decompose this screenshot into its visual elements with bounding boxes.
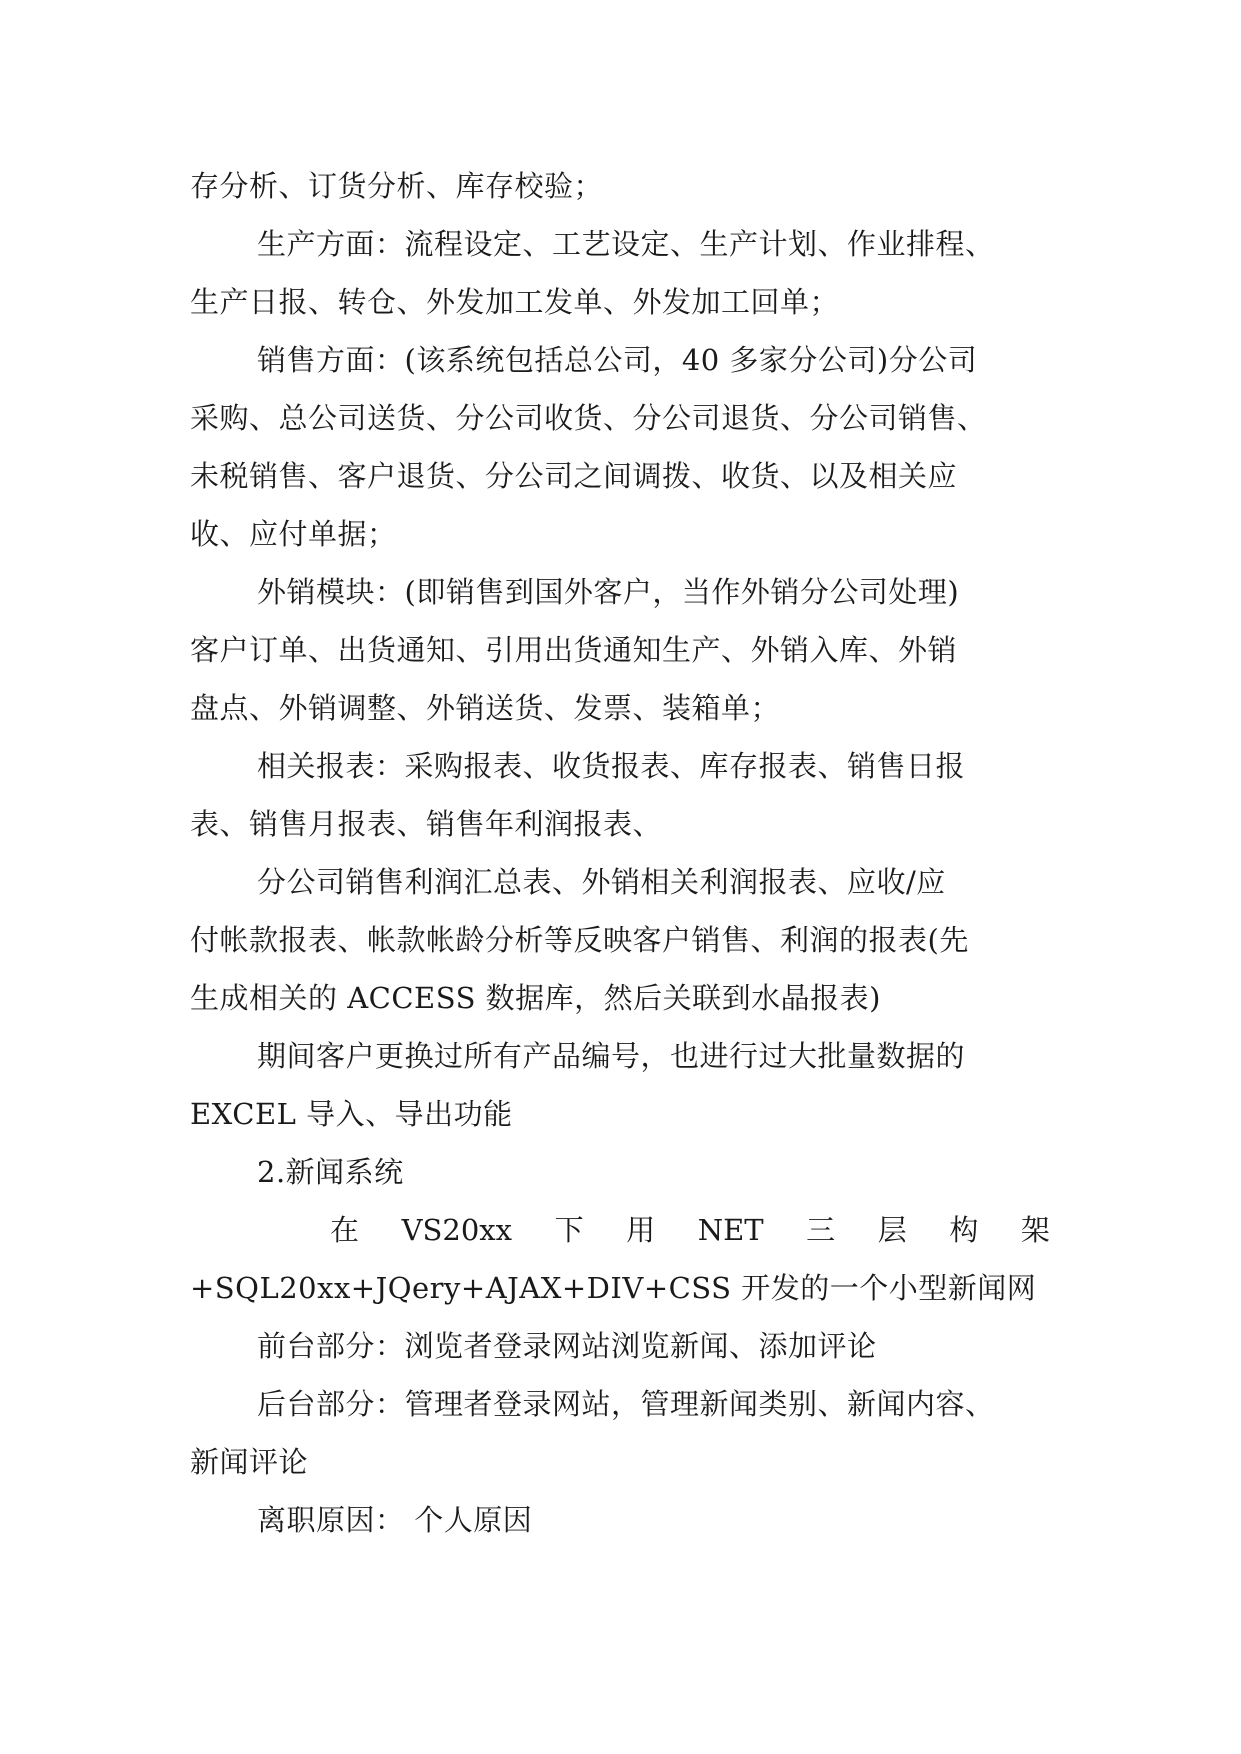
text-line: 相关报表：采购报表、收货报表、库存报表、销售日报 (257, 749, 966, 783)
text-line: 盘点、外销调整、外销送货、发票、装箱单； (190, 691, 781, 725)
justified-text-line (330, 1210, 1050, 1250)
text-line: 采购、总公司送货、分公司收货、分公司退货、分公司销售、 (190, 401, 987, 435)
text-line: 分公司销售利润汇总表、外销相关利润报表、应收/应 (257, 865, 946, 899)
text-line: EXCEL 导入、导出功能 (190, 1097, 513, 1131)
text-word: 下 (554, 1213, 584, 1247)
text-word: 层 (877, 1213, 907, 1247)
text-line: 离职原因： 个人原因 (257, 1503, 533, 1537)
text-line: 后台部分：管理者登录网站，管理新闻类别、新闻内容、 (257, 1387, 995, 1421)
text-word: VS20xx (401, 1213, 512, 1247)
text-line: 客户订单、出货通知、引用出货通知生产、外销入库、外销 (190, 633, 958, 667)
text-line: +SQL20xx+JQery+AJAX+DIV+CSS 开发的一个小型新闻网 (190, 1271, 1037, 1305)
text-word: 构 (949, 1213, 979, 1247)
text-line: 销售方面：(该系统包括总公司，40 多家分公司)分公司 (257, 343, 978, 377)
text-line: 新闻评论 (190, 1445, 309, 1479)
text-line: 外销模块：(即销售到国外客户，当作外销分公司处理) (257, 575, 960, 609)
text-word: 用 (626, 1213, 656, 1247)
text-word: 在 (330, 1213, 360, 1247)
text-word: NET (697, 1213, 764, 1247)
text-line: 生产方面：流程设定、工艺设定、生产计划、作业排程、 (257, 227, 995, 261)
text-line: 期间客户更换过所有产品编号，也进行过大批量数据的 (257, 1039, 966, 1073)
text-word: 三 (806, 1213, 836, 1247)
text-line: 付帐款报表、帐款帐龄分析等反映客户销售、利润的报表(先 (190, 923, 969, 957)
text-line: 生成相关的 ACCESS 数据库，然后关联到水晶报表) (190, 981, 881, 1015)
text-line: 表、销售月报表、销售年利润报表、 (190, 807, 663, 841)
section-heading: 2.新闻系统 (257, 1155, 404, 1189)
text-line: 前台部分：浏览者登录网站浏览新闻、添加评论 (257, 1329, 877, 1363)
text-word: 架 (1020, 1213, 1050, 1247)
text-line: 生产日报、转仓、外发加工发单、外发加工回单； (190, 285, 840, 319)
text-line: 收、应付单据； (190, 517, 397, 551)
text-line: 未税销售、客户退货、分公司之间调拨、收货、以及相关应 (190, 459, 958, 493)
text-line: 存分析、订货分析、库存校验； (190, 169, 604, 203)
